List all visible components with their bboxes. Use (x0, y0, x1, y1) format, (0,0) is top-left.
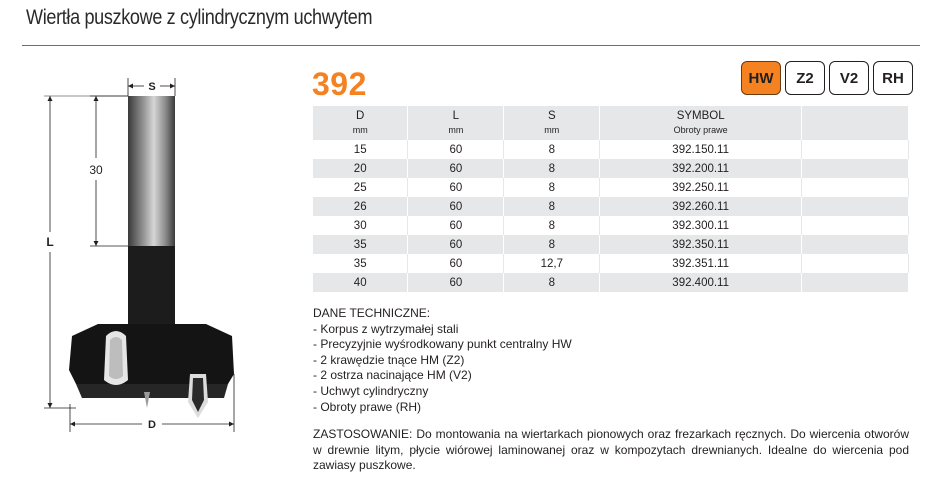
header-d: D mm (313, 106, 408, 140)
header-s-unit: mm (544, 125, 560, 135)
drill-shank (128, 96, 175, 246)
table-row (313, 159, 909, 178)
cell-empty (802, 197, 909, 216)
cell-l: 60 (408, 216, 504, 235)
cell-s: 8 (504, 216, 600, 235)
table-row (313, 178, 909, 197)
cell-symbol: 392.250.11 (600, 178, 802, 197)
technical-data-list (313, 322, 572, 416)
cell-s: 8 (504, 197, 600, 216)
cell-s: 8 (504, 178, 600, 197)
dimension-l-label: L (46, 235, 54, 249)
cell-l: 60 (408, 159, 504, 178)
cell-l: 60 (408, 254, 504, 273)
cell-symbol: 392.351.11 (600, 254, 802, 273)
list-item: - Obroty prawe (RH) (313, 399, 422, 414)
cell-empty (802, 235, 909, 254)
badge-rh: RH (873, 61, 913, 95)
table-row (313, 254, 909, 273)
badge-z2: Z2 (785, 61, 825, 95)
product-code: 392 (312, 66, 367, 102)
table-row (313, 197, 909, 216)
cell-symbol: 392.150.11 (600, 140, 802, 159)
dimension-d-label: D (148, 419, 156, 431)
list-item: - Precyzyjnie wyśrodkowany punkt centralny HW (313, 337, 572, 352)
cell-l: 60 (408, 140, 504, 159)
title-divider (22, 45, 920, 46)
cell-d: 26 (313, 197, 408, 216)
cell-symbol: 392.260.11 (600, 197, 802, 216)
header-symbol: SYMBOL Obroty prawe (600, 106, 802, 140)
table-row (313, 216, 909, 235)
cell-symbol: 392.350.11 (600, 235, 802, 254)
cell-symbol: 392.300.11 (600, 216, 802, 235)
technical-data (313, 306, 572, 415)
cell-l: 60 (408, 273, 504, 292)
cell-s: 8 (504, 159, 600, 178)
header-l: L mm (408, 106, 504, 140)
badge-hw: HW (741, 61, 781, 95)
page-title: Wiertła puszkowe z cylindrycznym uchwytem (26, 6, 373, 29)
table-row (313, 235, 909, 254)
header-l-unit: mm (448, 125, 464, 135)
badge-v2: V2 (829, 61, 869, 95)
dimension-s-label: S (148, 81, 156, 93)
cell-empty (802, 254, 909, 273)
dimension-s (128, 78, 175, 96)
cell-d: 25 (313, 178, 408, 197)
header-s: S mm (504, 106, 600, 140)
header-d-unit: mm (352, 125, 368, 135)
cell-d: 20 (313, 159, 408, 178)
table-header-row (313, 106, 909, 140)
table-row (313, 140, 909, 159)
cell-l: 60 (408, 197, 504, 216)
cell-symbol: 392.200.11 (600, 159, 802, 178)
drill-body (69, 246, 234, 418)
cell-l: 60 (408, 235, 504, 254)
list-item: - 2 ostrza nacinające HM (V2) (313, 368, 472, 383)
cell-symbol: 392.400.11 (600, 273, 802, 292)
header-symbol-unit: Obroty prawe (673, 125, 728, 135)
list-item: - 2 krawędzie tnące HM (Z2) (313, 352, 465, 367)
cell-empty (802, 273, 909, 292)
table-row (313, 273, 909, 292)
cell-empty (802, 178, 909, 197)
header-empty (802, 106, 909, 140)
cell-empty (802, 159, 909, 178)
cell-s: 12,7 (504, 254, 600, 273)
cell-empty (802, 140, 909, 159)
spec-table (313, 106, 909, 292)
cell-d: 15 (313, 140, 408, 159)
usage-description: ZASTOSOWANIE: Do montowania na wiertarkach pionowych oraz frezarkach ręcznych. Do wiercenia otworów w drewnie litym, płycie wiórowej laminowanej oraz w kompozytach drewnianych. Idealne do wiercenia pod zawiasy puszkowe. (313, 427, 909, 473)
technical-data-heading: DANE TECHNICZNE: (313, 306, 431, 320)
drill-bit-drawing (36, 74, 256, 444)
feature-badges (741, 61, 913, 95)
cell-d: 40 (313, 273, 408, 292)
cell-s: 8 (504, 235, 600, 254)
list-item: - Korpus z wytrzymałej stali (313, 321, 459, 336)
cell-d: 30 (313, 216, 408, 235)
cell-s: 8 (504, 140, 600, 159)
cell-l: 60 (408, 178, 504, 197)
list-item: - Uchwyt cylindryczny (313, 383, 429, 398)
dimension-30 (89, 96, 128, 246)
cell-empty (802, 216, 909, 235)
cell-d: 35 (313, 254, 408, 273)
cell-s: 8 (504, 273, 600, 292)
cell-d: 35 (313, 235, 408, 254)
dimension-30-label: 30 (89, 163, 103, 177)
